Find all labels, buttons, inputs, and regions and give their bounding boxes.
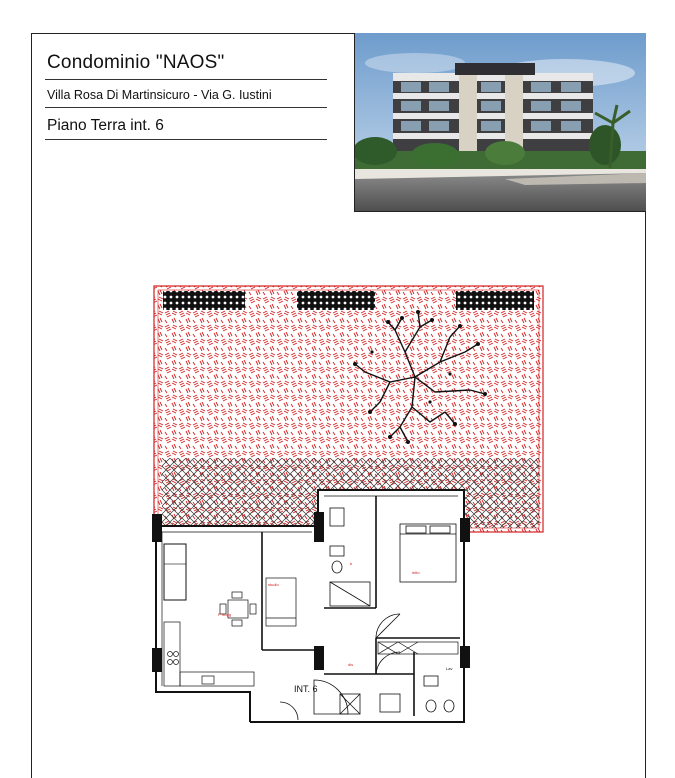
hedge-left [163,291,245,310]
hedge-center [297,291,375,310]
bath-label: b [350,561,353,566]
project-title: Condominio "NAOS" [45,48,327,80]
floor-plan-drawing [150,282,550,724]
hall-label: dis [348,662,354,667]
laundry-label: Lav [446,666,453,671]
building-render-photo [354,33,646,212]
floor-plan [150,282,550,724]
building-render-image [355,33,646,212]
living-room-label: P Sogg [218,612,232,617]
unit-title: Piano Terra int. 6 [45,108,327,140]
unit-number-label: INT. 6 [294,684,318,694]
title-block [45,48,327,140]
study-label: studio [268,582,279,587]
hedge-right [456,291,534,310]
bedroom-label: letto [412,570,420,575]
project-address: Villa Rosa Di Martinsicuro - Via G. Iustini [45,80,327,108]
